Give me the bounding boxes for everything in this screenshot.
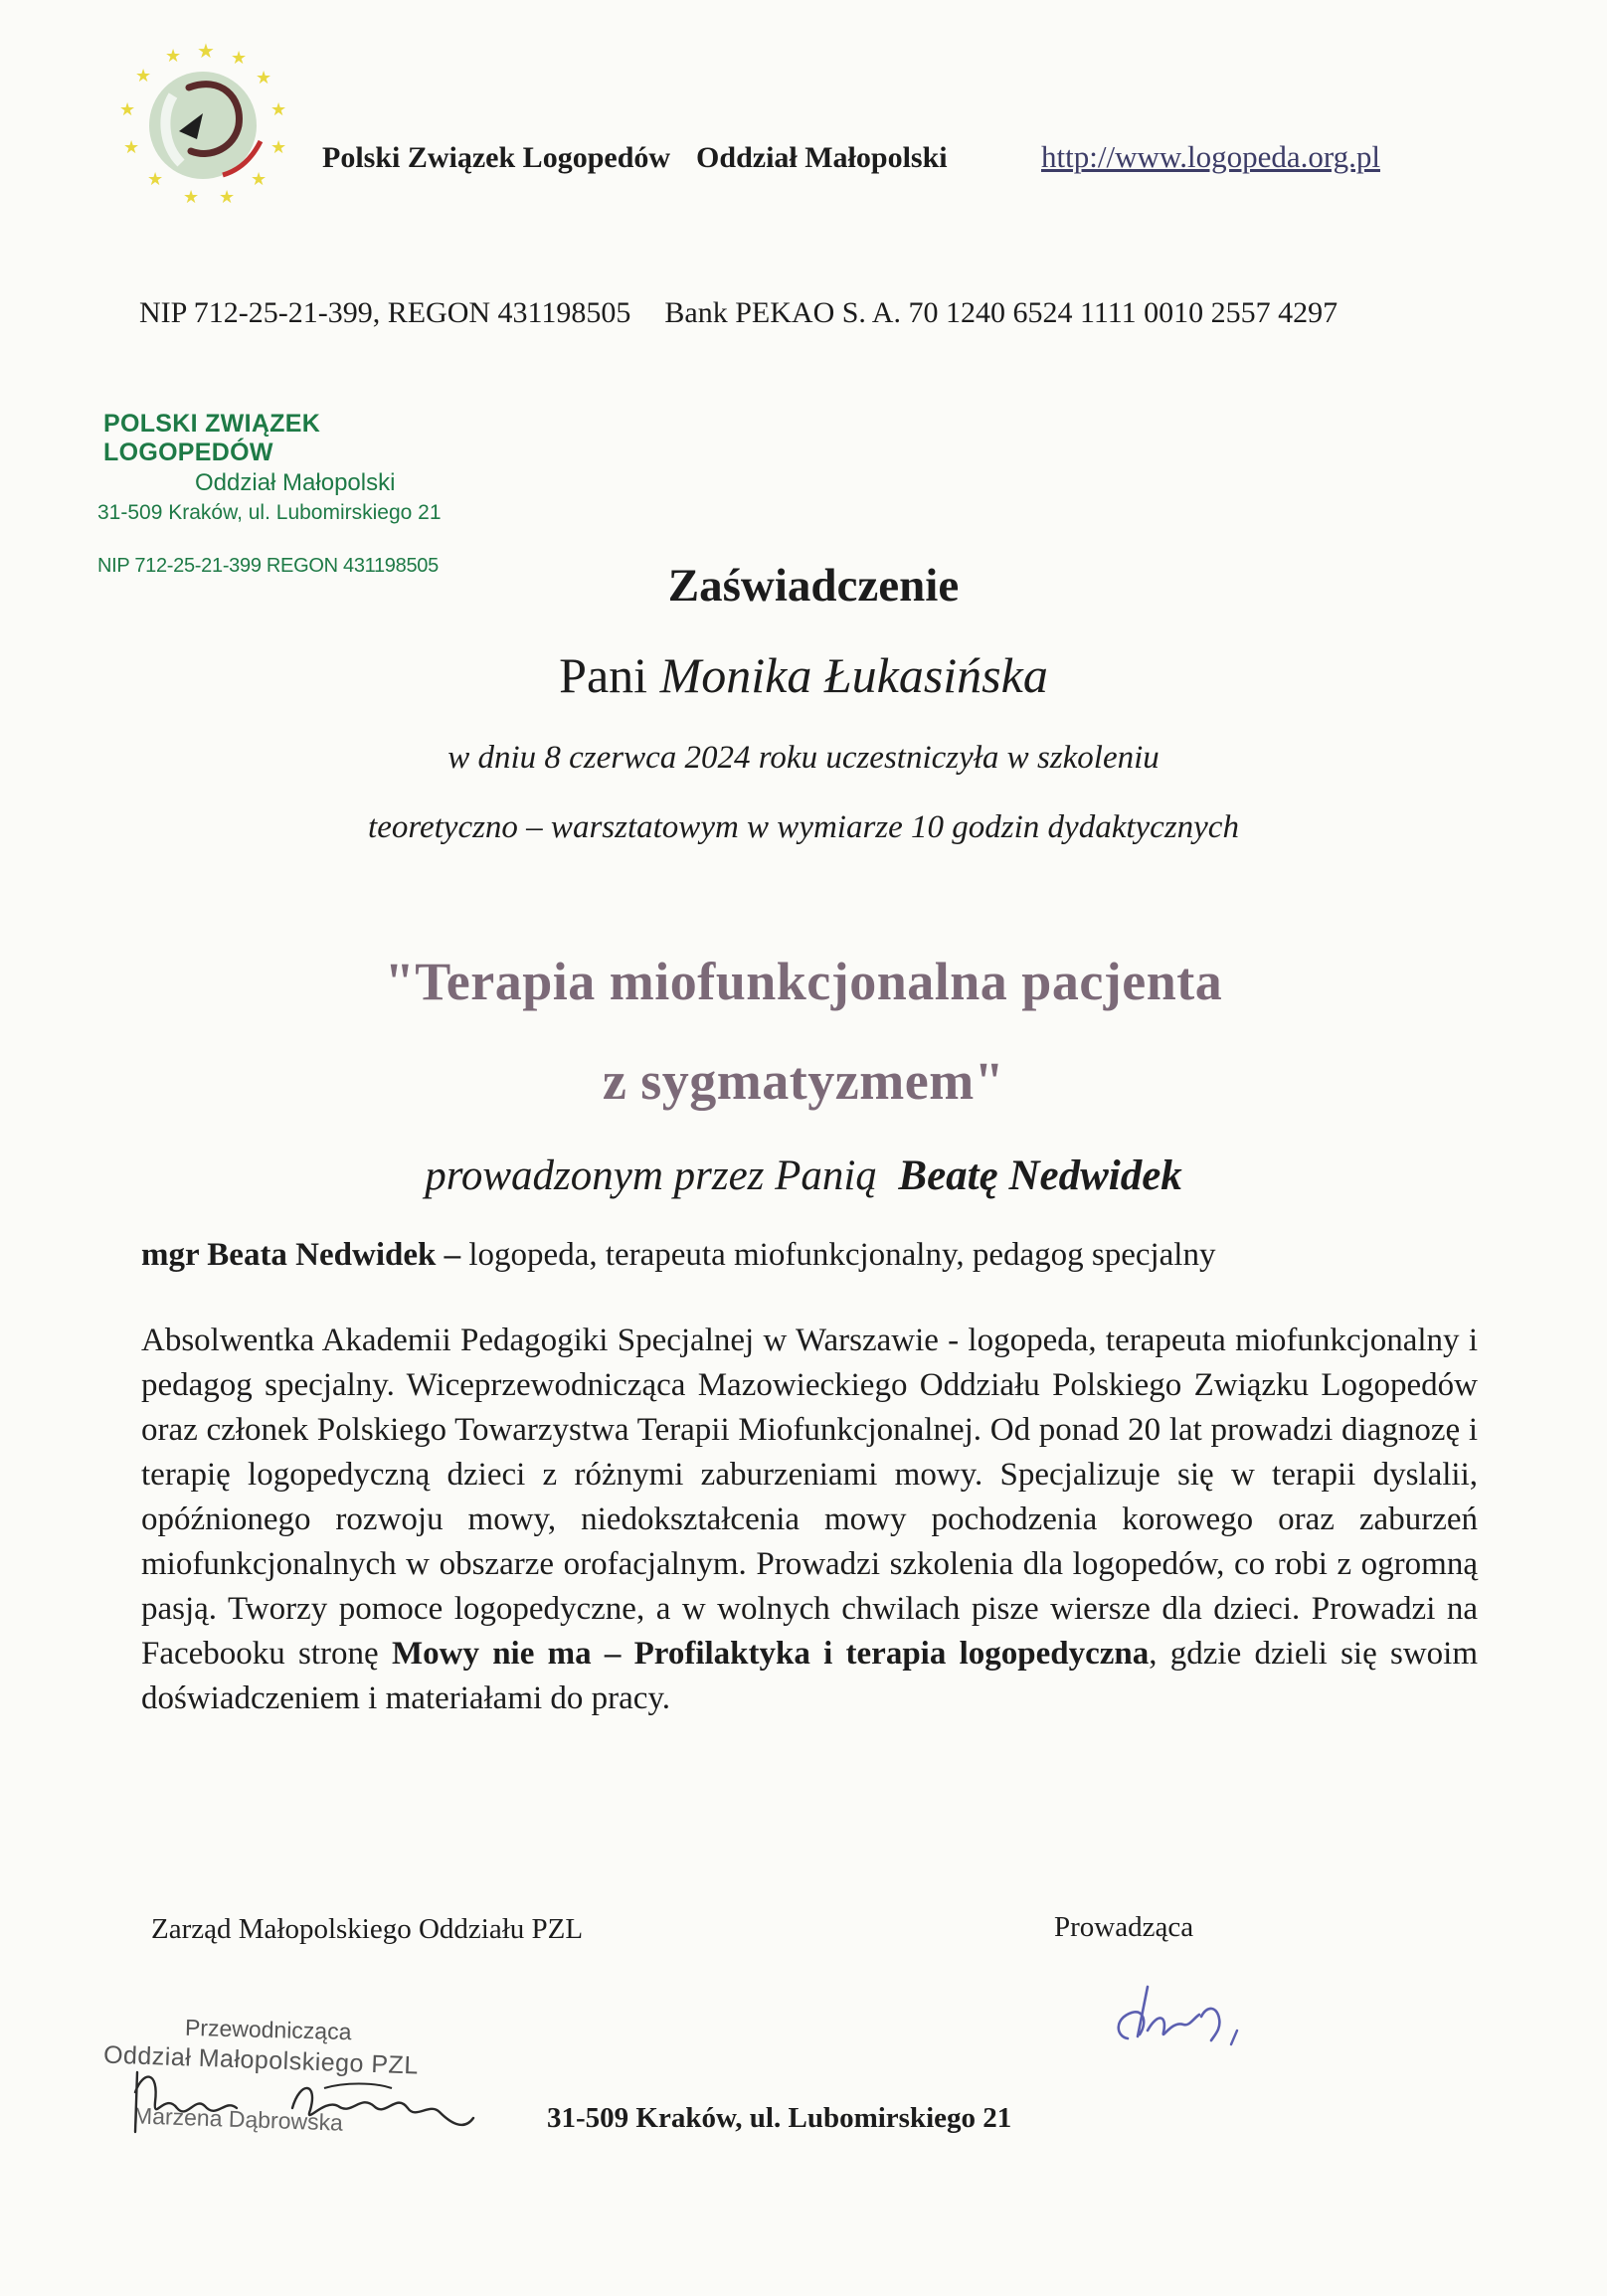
svg-text:★: ★ — [251, 169, 268, 190]
nip-regon: NIP 712-25-21-399, REGON 431198505 — [139, 296, 631, 329]
course-title-line-1: "Terapia miofunkcjonalna pacjenta — [384, 952, 1223, 1011]
svg-text:★: ★ — [197, 39, 215, 63]
participation-line-2: teoretyczno – warsztatowym w wymiarze 10 godzin dydaktycznych — [368, 809, 1239, 845]
bio-text: Absolwentka Akademii Pedagogiki Specjalnej w Warszawie - logopeda, terapeuta miofunkcjonalny i pedagog specjalny. Wiceprzewodnicząca Mazowieckiego Oddziału Polskiego Związku Logopedów oraz członek Polskiego Towarzystwa Terapii Miofunkcjonalnej. Od ponad 20 lat prowadzi diagnozę i terapię logopedyczną dzieci z różnymi zaburzeniami mowy. Specjalizuje się w terapii dyslalii, opóźnionego rozwoju mowy, niedokształcenia mowy pochodzenia korowego oraz zaburzeń miofunkcjonalnych w obszarze orofacjalnym. Prowadzi szkolenia dla logopedów, co robi z ogromną pasją. Tworzy pomoce logopedyczne, a w wolnych chwilach pisze wiersze dla dzieci. Prowadzi na Facebooku stronę — [141, 1323, 1478, 1672]
chairwoman-signature — [125, 2062, 483, 2152]
organization-stamp — [97, 410, 475, 578]
stamp-line-3: 31-509 Kraków, ul. Lubomirskiego 21 — [97, 501, 442, 524]
svg-text:★: ★ — [165, 46, 182, 67]
certificate-title: Zaświadczenie — [667, 560, 960, 612]
led-by-line — [0, 1151, 1607, 1200]
svg-text:★: ★ — [147, 169, 164, 190]
participation-line-1: w dniu 8 czerwca 2024 roku uczestniczyła w szkoleniu — [447, 740, 1160, 776]
svg-text:★: ★ — [135, 66, 152, 87]
trainer-signature — [1104, 1979, 1263, 2058]
svg-text:★: ★ — [256, 68, 272, 88]
branch-name: Oddział Małopolski — [696, 141, 948, 174]
trainer-name: mgr Beata Nedwidek – — [141, 1237, 461, 1273]
organization-name-line — [322, 141, 948, 175]
svg-text:★: ★ — [183, 187, 200, 208]
stamp-line-2: Oddział Małopolski — [195, 469, 396, 496]
facebook-page-name: Mowy nie ma – Profilaktyka i terapia logopedyczna — [391, 1636, 1150, 1672]
website-link[interactable]: http://www.logopeda.org.pl — [1041, 139, 1380, 174]
salutation: Pani — [559, 647, 648, 703]
organization-logo — [111, 36, 310, 215]
recipient-line — [0, 646, 1607, 704]
chairwoman-branch: Oddział Małopolskiego PZL — [102, 2040, 420, 2080]
stamp-line-4: NIP 712-25-21-399 REGON 431198505 — [97, 555, 439, 577]
registration-line — [139, 296, 1338, 330]
chairwoman-name: Marzena Dąbrowska — [132, 2102, 344, 2136]
led-by-name: Beatę Nedwidek — [898, 1152, 1182, 1199]
recipient-name: Monika Łukasińska — [659, 647, 1048, 703]
board-signature-label: Zarząd Małopolskiego Oddziału PZL — [151, 1913, 584, 1945]
trainer-line — [141, 1237, 1215, 1274]
trainer-signature-label: Prowadząca — [1054, 1911, 1194, 1943]
footer-address: 31-509 Kraków, ul. Lubomirskiego 21 — [547, 2102, 1012, 2134]
trainer-biography — [141, 1319, 1478, 1721]
bank-account: Bank PEKAO S. A. 70 1240 6524 1111 0010 2557 4297 — [664, 296, 1339, 329]
svg-text:★: ★ — [231, 48, 248, 69]
led-by-prefix: prowadzonym przez Panią — [425, 1152, 877, 1199]
course-title-line-2: z sygmatyzmem" — [602, 1051, 1005, 1111]
svg-text:★: ★ — [119, 99, 136, 120]
bio-text-end: , gdzie dzieli się swoim doświadczeniem i materiałami do pracy. — [141, 1636, 1478, 1716]
svg-text:★: ★ — [270, 99, 287, 120]
stamp-line-1: POLSKI ZWIĄZEK LOGOPEDÓW — [103, 410, 321, 466]
trainer-description: logopeda, terapeuta miofunkcjonalny, pedagog specjalny — [460, 1237, 1216, 1273]
svg-text:★: ★ — [219, 187, 236, 208]
svg-text:★: ★ — [270, 137, 287, 158]
svg-text:★: ★ — [123, 137, 140, 158]
organization-name: Polski Związek Logopedów — [322, 141, 671, 174]
chairwoman-title: Przewodnicząca — [184, 2014, 352, 2045]
